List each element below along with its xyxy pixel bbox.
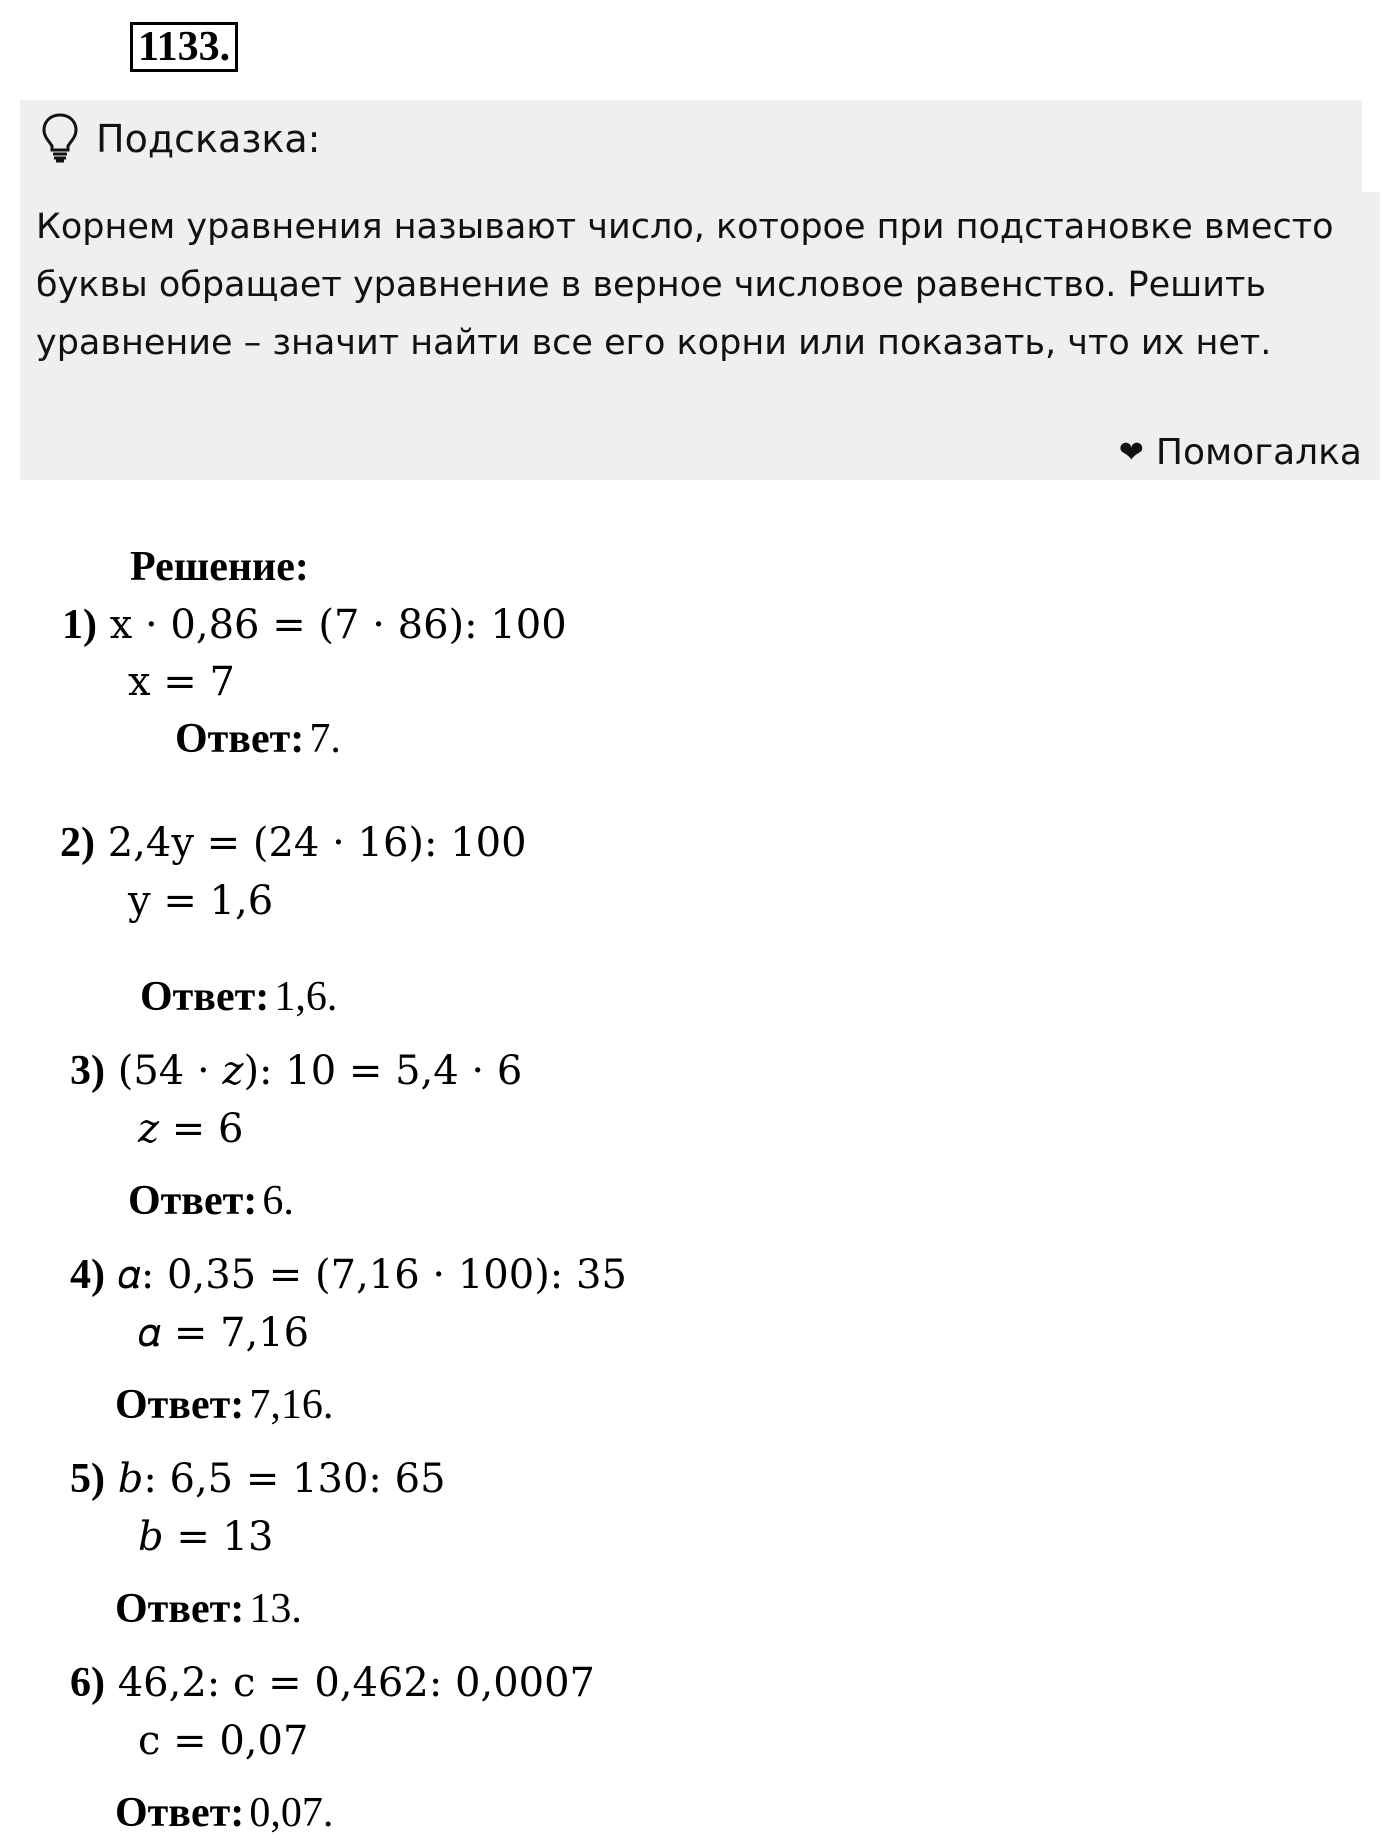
answer-label: Ответ: (140, 974, 270, 1020)
result-4: 𝛼 = 7,16 (138, 1310, 310, 1356)
answer-label: Ответ: (175, 716, 305, 762)
lightbulb-icon (40, 112, 80, 164)
solution-item-1 (62, 600, 567, 650)
equation: 𝛼: 0,35 = (7,16 · 100): 35 (117, 1252, 627, 1298)
answer-5 (115, 1584, 302, 1642)
answer-1 (175, 714, 341, 772)
solution-item-6 (70, 1658, 595, 1708)
result-3: 𝑧 = 6 (138, 1106, 244, 1152)
brand-label (1119, 428, 1362, 478)
solution-heading: Решение: (130, 544, 309, 590)
result-2: y = 1,6 (128, 878, 274, 924)
answer-2 (140, 972, 337, 1030)
answer-value: 7. (309, 716, 341, 762)
equation: 𝑏: 6,5 = 130: 65 (117, 1456, 446, 1502)
result-1: x = 7 (128, 659, 235, 705)
equation: 2,4y = (24 · 16): 100 (107, 820, 527, 866)
heart-icon: ❤ (1118, 435, 1144, 470)
answer-4 (115, 1380, 333, 1438)
answer-label: Ответ: (115, 1382, 245, 1428)
answer-6 (115, 1788, 333, 1846)
hint-title: Подсказка: (96, 117, 321, 161)
solution-item-4 (70, 1250, 627, 1300)
result-6: c = 0,07 (138, 1718, 309, 1764)
answer-label: Ответ: (115, 1790, 245, 1836)
answer-value: 13. (249, 1586, 302, 1632)
equation: (54 · 𝑧): 10 = 5,4 · 6 (117, 1048, 523, 1094)
item-number: 3) (70, 1048, 105, 1094)
equation: 46,2: c = 0,462: 0,0007 (117, 1660, 595, 1706)
item-number: 4) (70, 1252, 105, 1298)
equation: x · 0,86 = (7 · 86): 100 (109, 602, 567, 648)
answer-value: 1,6. (274, 974, 338, 1020)
solution-item-5 (70, 1454, 446, 1504)
answer-value: 0,07. (249, 1790, 334, 1836)
answer-label: Ответ: (128, 1178, 258, 1224)
answer-3 (128, 1176, 294, 1234)
answer-label: Ответ: (115, 1586, 245, 1632)
task-number: 1133. (130, 22, 238, 72)
hint-text: Корнем уравнения называют число, которое при подстановке вместо буквы обращает уравнение в верное числовое равенство. Решить уравнение – значит найти все его корни или показать, что их нет. (36, 207, 1334, 363)
item-number: 6) (70, 1660, 105, 1706)
solution-item-3 (70, 1046, 522, 1096)
brand-text: Помогалка (1155, 432, 1362, 473)
item-number: 1) (62, 602, 97, 648)
item-number: 5) (70, 1456, 105, 1502)
answer-value: 7,16. (249, 1382, 334, 1428)
result-5: 𝑏 = 13 (138, 1514, 274, 1560)
solution-item-2 (60, 818, 527, 868)
item-number: 2) (60, 820, 95, 866)
answer-value: 6. (262, 1178, 294, 1224)
